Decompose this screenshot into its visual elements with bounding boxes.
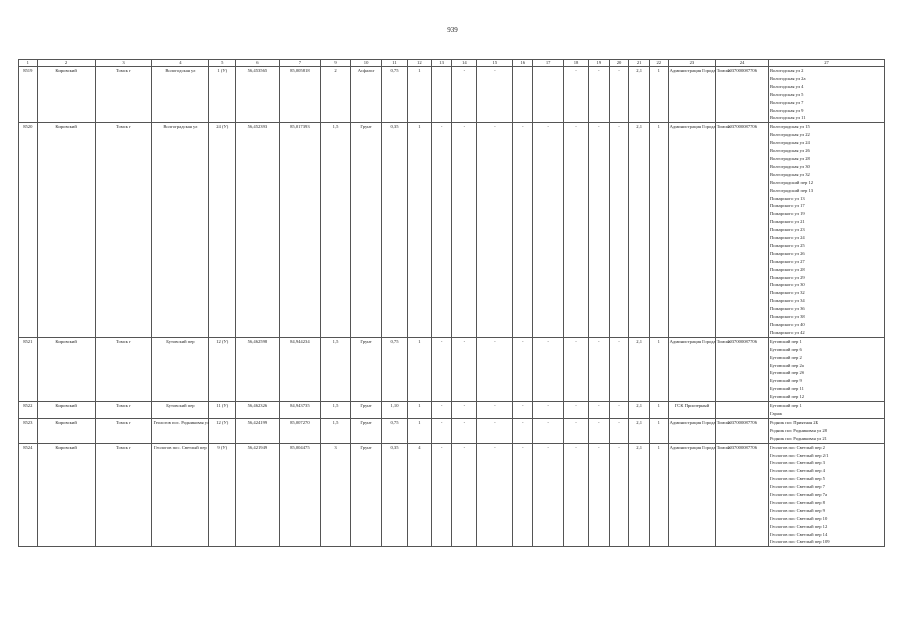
address-line: Бутовский пер 1	[769, 338, 802, 344]
column-header: 14	[452, 60, 477, 67]
column-header: 5	[209, 60, 236, 67]
cell-c20: -	[609, 418, 629, 443]
address-line: Геологов пос Светлый пер 7а	[769, 492, 827, 498]
address-line: Пожарского ул 24	[769, 235, 805, 241]
cell-c12: 1	[407, 67, 431, 123]
cell-c9: 1,5	[321, 337, 351, 401]
cell-c7: 85,005818	[279, 67, 320, 123]
cell-c7: 84,943735	[279, 402, 320, 419]
cell-c11: 0,35	[382, 123, 408, 337]
cell-c6: 56,462326	[236, 402, 279, 419]
column-header: 3	[95, 60, 152, 67]
column-header: 11	[382, 60, 408, 67]
column-header: 24	[716, 60, 769, 67]
address-line: Бутовский пер 11	[769, 386, 804, 392]
address-line: Геологов пос Светлый пер 2/1	[769, 452, 829, 458]
table-row	[19, 402, 885, 419]
cell-c16: -	[513, 402, 533, 419]
cell-c3: Томск г	[95, 402, 152, 419]
cell-c14: -	[452, 67, 477, 123]
column-header: 16	[513, 60, 533, 67]
cell-c17	[533, 67, 564, 123]
cell-c24: 1037000087706	[716, 443, 769, 547]
address-line: Геологов пос Светлый пер 8	[769, 499, 825, 505]
cell-c18: -	[564, 443, 589, 547]
cell-addresses	[768, 67, 884, 123]
column-header: 1	[19, 60, 38, 67]
column-header: 23	[668, 60, 716, 67]
address-line: Пожарского ул 30	[769, 282, 805, 288]
address-line: Родник пос Родниковая ул 21	[769, 435, 827, 441]
cell-c22: 1	[650, 402, 669, 419]
cell-c12: 1	[407, 337, 431, 401]
cell-addresses	[768, 402, 884, 419]
address-line: Пожарского ул 42	[769, 329, 805, 335]
cell-c7: 84,944234	[279, 337, 320, 401]
column-header: 6	[236, 60, 279, 67]
cell-c18: -	[564, 123, 589, 337]
cell-c1: 8522	[19, 402, 38, 419]
address-line: Геологов пос Светлый пер 7	[769, 484, 825, 490]
cell-c9: 1,5	[321, 418, 351, 443]
address-line: Пожарского ул 21	[769, 219, 805, 225]
cell-c16	[513, 67, 533, 123]
cell-c17: -	[533, 402, 564, 419]
address-line: Геологов пос Светлый пер 2	[769, 444, 825, 450]
address-line: Бутовский пер 2а	[769, 362, 804, 368]
cell-c1: 8520	[19, 123, 38, 337]
cell-c9: 3	[321, 443, 351, 547]
cell-c23: Администрация Города Томска	[668, 443, 716, 547]
cell-addresses	[768, 337, 884, 401]
cell-c17: -	[533, 123, 564, 337]
cell-c1: 8519	[19, 67, 38, 123]
cell-c7: 85,004475	[279, 443, 320, 547]
cell-c15: -	[477, 123, 513, 337]
cell-c4: Геологов пос. Светлый пер	[152, 443, 209, 547]
address-line: Волгоградская ул 26	[769, 148, 810, 154]
cell-c24: 1037000087706	[716, 337, 769, 401]
column-header: 15	[477, 60, 513, 67]
cell-c2: Кировский	[37, 402, 95, 419]
address-line: Геологов пос Светлый пер 12	[769, 523, 828, 529]
cell-c19: -	[588, 402, 609, 419]
address-line: Пожарского ул 26	[769, 250, 805, 256]
cell-c10: Грунт	[351, 418, 382, 443]
cell-c9: 1,5	[321, 123, 351, 337]
cell-c19: -	[588, 418, 609, 443]
cell-c23: Администрация Города Томска	[668, 337, 716, 401]
cell-c13	[431, 67, 452, 123]
cell-c23: Администрация Города Томска	[668, 418, 716, 443]
cell-c15: -	[477, 337, 513, 401]
column-header: 13	[431, 60, 452, 67]
cell-c14: -	[452, 443, 477, 547]
cell-c11: 0,75	[382, 67, 408, 123]
cell-c18: -	[564, 402, 589, 419]
address-line: Родник пос Приятная 2Б	[769, 419, 819, 425]
column-header: 22	[650, 60, 669, 67]
cell-c10: Грунт	[351, 337, 382, 401]
address-line: Бутовский пер 1	[769, 403, 802, 409]
cell-c22: 1	[650, 337, 669, 401]
address-line: Вологодская ул 4	[769, 83, 804, 89]
column-header: 17	[533, 60, 564, 67]
cell-c21: 2,1	[629, 443, 650, 547]
cell-c14: -	[452, 418, 477, 443]
cell-c4: Бутовский пер	[152, 402, 209, 419]
cell-c13: -	[431, 418, 452, 443]
cell-c15: -	[477, 402, 513, 419]
cell-c5: 11 (У)	[209, 402, 236, 419]
cell-c20: -	[609, 337, 629, 401]
cell-c2: Кировский	[37, 123, 95, 337]
cell-c10: Грунт	[351, 443, 382, 547]
address-line: Бутовский пер 12	[769, 394, 805, 400]
cell-c24: 1037000087706	[716, 418, 769, 443]
cell-c23: ГСК Приозерный	[668, 402, 716, 419]
cell-c16: -	[513, 337, 533, 401]
address-line: Вологодская ул 9	[769, 107, 804, 113]
cell-c4: Волгоградская ул	[152, 123, 209, 337]
address-line: Пожарского ул 23	[769, 227, 805, 233]
table-row	[19, 337, 885, 401]
cell-c20: -	[609, 402, 629, 419]
cell-c10: Асфальт	[351, 67, 382, 123]
cell-c5: 12 (У)	[209, 418, 236, 443]
cell-c3: Томск г	[95, 123, 152, 337]
column-header: 21	[629, 60, 650, 67]
cell-c5: 9 (У)	[209, 443, 236, 547]
address-line: Волгоградская ул 28	[769, 155, 810, 161]
column-header: 19	[588, 60, 609, 67]
cell-c11: 1,10	[382, 402, 408, 419]
address-line: Пожарского ул 28	[769, 266, 805, 272]
column-header: 9	[321, 60, 351, 67]
cell-c11: 0,75	[382, 418, 408, 443]
cell-c22: 1	[650, 443, 669, 547]
cell-addresses	[768, 418, 884, 443]
column-number-row	[19, 60, 885, 67]
address-line: Пожарского ул 38	[769, 314, 805, 320]
cell-c5: 1 (У)	[209, 67, 236, 123]
cell-c18: -	[564, 337, 589, 401]
column-header: 7	[279, 60, 320, 67]
cell-c13: -	[431, 402, 452, 419]
cell-c11: 0,35	[382, 443, 408, 547]
cell-c15: -	[477, 443, 513, 547]
cell-c19: -	[588, 443, 609, 547]
address-line: Пожарского ул 32	[769, 290, 805, 296]
cell-c6: 56,424199	[236, 418, 279, 443]
address-line: Пожарского ул 25	[769, 242, 805, 248]
cell-c20: -	[609, 67, 629, 123]
cell-c6: 56,452393	[236, 123, 279, 337]
table-body	[19, 67, 885, 547]
cell-c12: 1	[407, 402, 431, 419]
column-header: 12	[407, 60, 431, 67]
table-row	[19, 67, 885, 123]
cell-c19: -	[588, 123, 609, 337]
address-line: Геологов пос Светлый пер 4	[769, 468, 825, 474]
cell-c5: 24 (У)	[209, 123, 236, 337]
column-header: 27	[768, 60, 884, 67]
address-line: Геологов пос Светлый пер 109	[769, 539, 830, 545]
cell-c15: -	[477, 418, 513, 443]
address-line: Волгоградский пер 12	[769, 179, 814, 185]
cell-c7: 85,007270	[279, 418, 320, 443]
address-line: Вологодская ул 7	[769, 99, 804, 105]
page-number: 939	[447, 26, 458, 34]
cell-c13: -	[431, 337, 452, 401]
cell-c2: Кировский	[37, 67, 95, 123]
cell-c20: -	[609, 443, 629, 547]
cell-c17: -	[533, 443, 564, 547]
cell-c3: Томск г	[95, 443, 152, 547]
cell-c19: -	[588, 67, 609, 123]
cell-c14: -	[452, 402, 477, 419]
address-line: Вологодская ул 2	[769, 68, 804, 73]
column-header: 10	[351, 60, 382, 67]
address-line: Бутовский пер 9	[769, 378, 802, 384]
column-header: 20	[609, 60, 629, 67]
cell-c4: Геологов пос. Родниковая ул	[152, 418, 209, 443]
cell-c10: Грунт	[351, 123, 382, 337]
cell-c24	[716, 402, 769, 419]
address-line: Волгоградская ул 32	[769, 171, 810, 177]
cell-c6: 56,462598	[236, 337, 279, 401]
cell-c21: 2,1	[629, 402, 650, 419]
column-header: 18	[564, 60, 589, 67]
cell-c3: Томск г	[95, 337, 152, 401]
cell-c18: -	[564, 67, 589, 123]
cell-c2: Кировский	[37, 418, 95, 443]
address-line: Волгоградская ул 15	[769, 124, 810, 130]
address-line: Пожарского ул 17	[769, 203, 805, 209]
cell-c5: 12 (У)	[209, 337, 236, 401]
cell-addresses	[768, 123, 884, 337]
address-line: Геологов пос Светлый пер 14	[769, 531, 828, 537]
cell-c3: Томск г	[95, 418, 152, 443]
cell-c12: 4	[407, 443, 431, 547]
cell-c24: 1037000087706	[716, 67, 769, 123]
address-line: Бутовский пер 6	[769, 346, 802, 352]
cell-c18: -	[564, 418, 589, 443]
cell-c19: -	[588, 337, 609, 401]
cell-c21: 2,1	[629, 337, 650, 401]
address-line: Волгоградский пер 13	[769, 187, 814, 193]
address-line: Геологов пос Светлый пер 10	[769, 515, 828, 521]
address-line: Волгоградская ул 30	[769, 163, 810, 169]
cell-c21: 2,1	[629, 67, 650, 123]
cell-c14: -	[452, 337, 477, 401]
cell-c4: Бутовский пер	[152, 337, 209, 401]
cell-c21: 2,1	[629, 123, 650, 337]
cell-c7: 85,017393	[279, 123, 320, 337]
cell-addresses	[768, 443, 884, 547]
address-line: Пожарского ул 29	[769, 274, 805, 280]
address-line: Волгоградская ул 24	[769, 140, 810, 146]
cell-c1: 8523	[19, 418, 38, 443]
cell-c16: -	[513, 443, 533, 547]
cell-c2: Кировский	[37, 337, 95, 401]
address-line: Пожарского ул 19	[769, 211, 805, 217]
cell-c16: -	[513, 418, 533, 443]
cell-c3: Томск г	[95, 67, 152, 123]
address-line: Геологов пос Светлый пер 9	[769, 507, 825, 513]
address-line: Геологов пос Светлый пер 5	[769, 476, 825, 482]
cell-c14: -	[452, 123, 477, 337]
address-line: Вологодская ул 5	[769, 91, 804, 97]
address-line: Геологов пос Светлый пер 3	[769, 460, 825, 466]
address-line: Вологодская ул 11	[769, 115, 806, 121]
cell-c6: 56,421949	[236, 443, 279, 547]
cell-c12: 1	[407, 418, 431, 443]
cell-c24: 1037000087706	[716, 123, 769, 337]
cell-c21: 2,1	[629, 418, 650, 443]
cell-c10: Грунт	[351, 402, 382, 419]
cell-c2: Кировский	[37, 443, 95, 547]
column-header: 2	[37, 60, 95, 67]
address-line: Волгоградская ул 22	[769, 132, 810, 138]
cell-c1: 8521	[19, 337, 38, 401]
cell-c16: -	[513, 123, 533, 337]
column-header: 4	[152, 60, 209, 67]
table-row	[19, 123, 885, 337]
cell-c23: Администрация Города Томска	[668, 67, 716, 123]
address-line: Пожарского ул 27	[769, 258, 805, 264]
cell-c12: 1	[407, 123, 431, 337]
address-line: Гараж	[769, 410, 783, 416]
address-line: Пожарского ул 13	[769, 195, 805, 201]
cell-c6: 56,453565	[236, 67, 279, 123]
cell-c22: 1	[650, 67, 669, 123]
cell-c22: 1	[650, 123, 669, 337]
cell-c1: 8524	[19, 443, 38, 547]
address-line: Пожарского ул 36	[769, 306, 805, 312]
address-line: Вологодская ул 2а	[769, 75, 806, 81]
table-row	[19, 418, 885, 443]
address-line: Пожарского ул 40	[769, 322, 805, 327]
cell-c4: Вологодская ул	[152, 67, 209, 123]
cell-c15: -	[477, 67, 513, 123]
cell-c13: -	[431, 123, 452, 337]
cell-c17: -	[533, 418, 564, 443]
registry-table	[18, 59, 885, 547]
address-line: Бутовский пер 2	[769, 354, 802, 360]
address-line: Родник пос Родниковая ул 28	[769, 427, 827, 433]
table-row	[19, 443, 885, 547]
cell-c13: -	[431, 443, 452, 547]
address-line: Пожарского ул 34	[769, 298, 805, 304]
cell-c17: -	[533, 337, 564, 401]
address-line: Бутовский пер 2б	[769, 370, 805, 376]
cell-c22: 1	[650, 418, 669, 443]
cell-c20: -	[609, 123, 629, 337]
cell-c11: 0,75	[382, 337, 408, 401]
cell-c9: 1,5	[321, 402, 351, 419]
cell-c23: Администрация Города Томска	[668, 123, 716, 337]
cell-c9: 2	[321, 67, 351, 123]
